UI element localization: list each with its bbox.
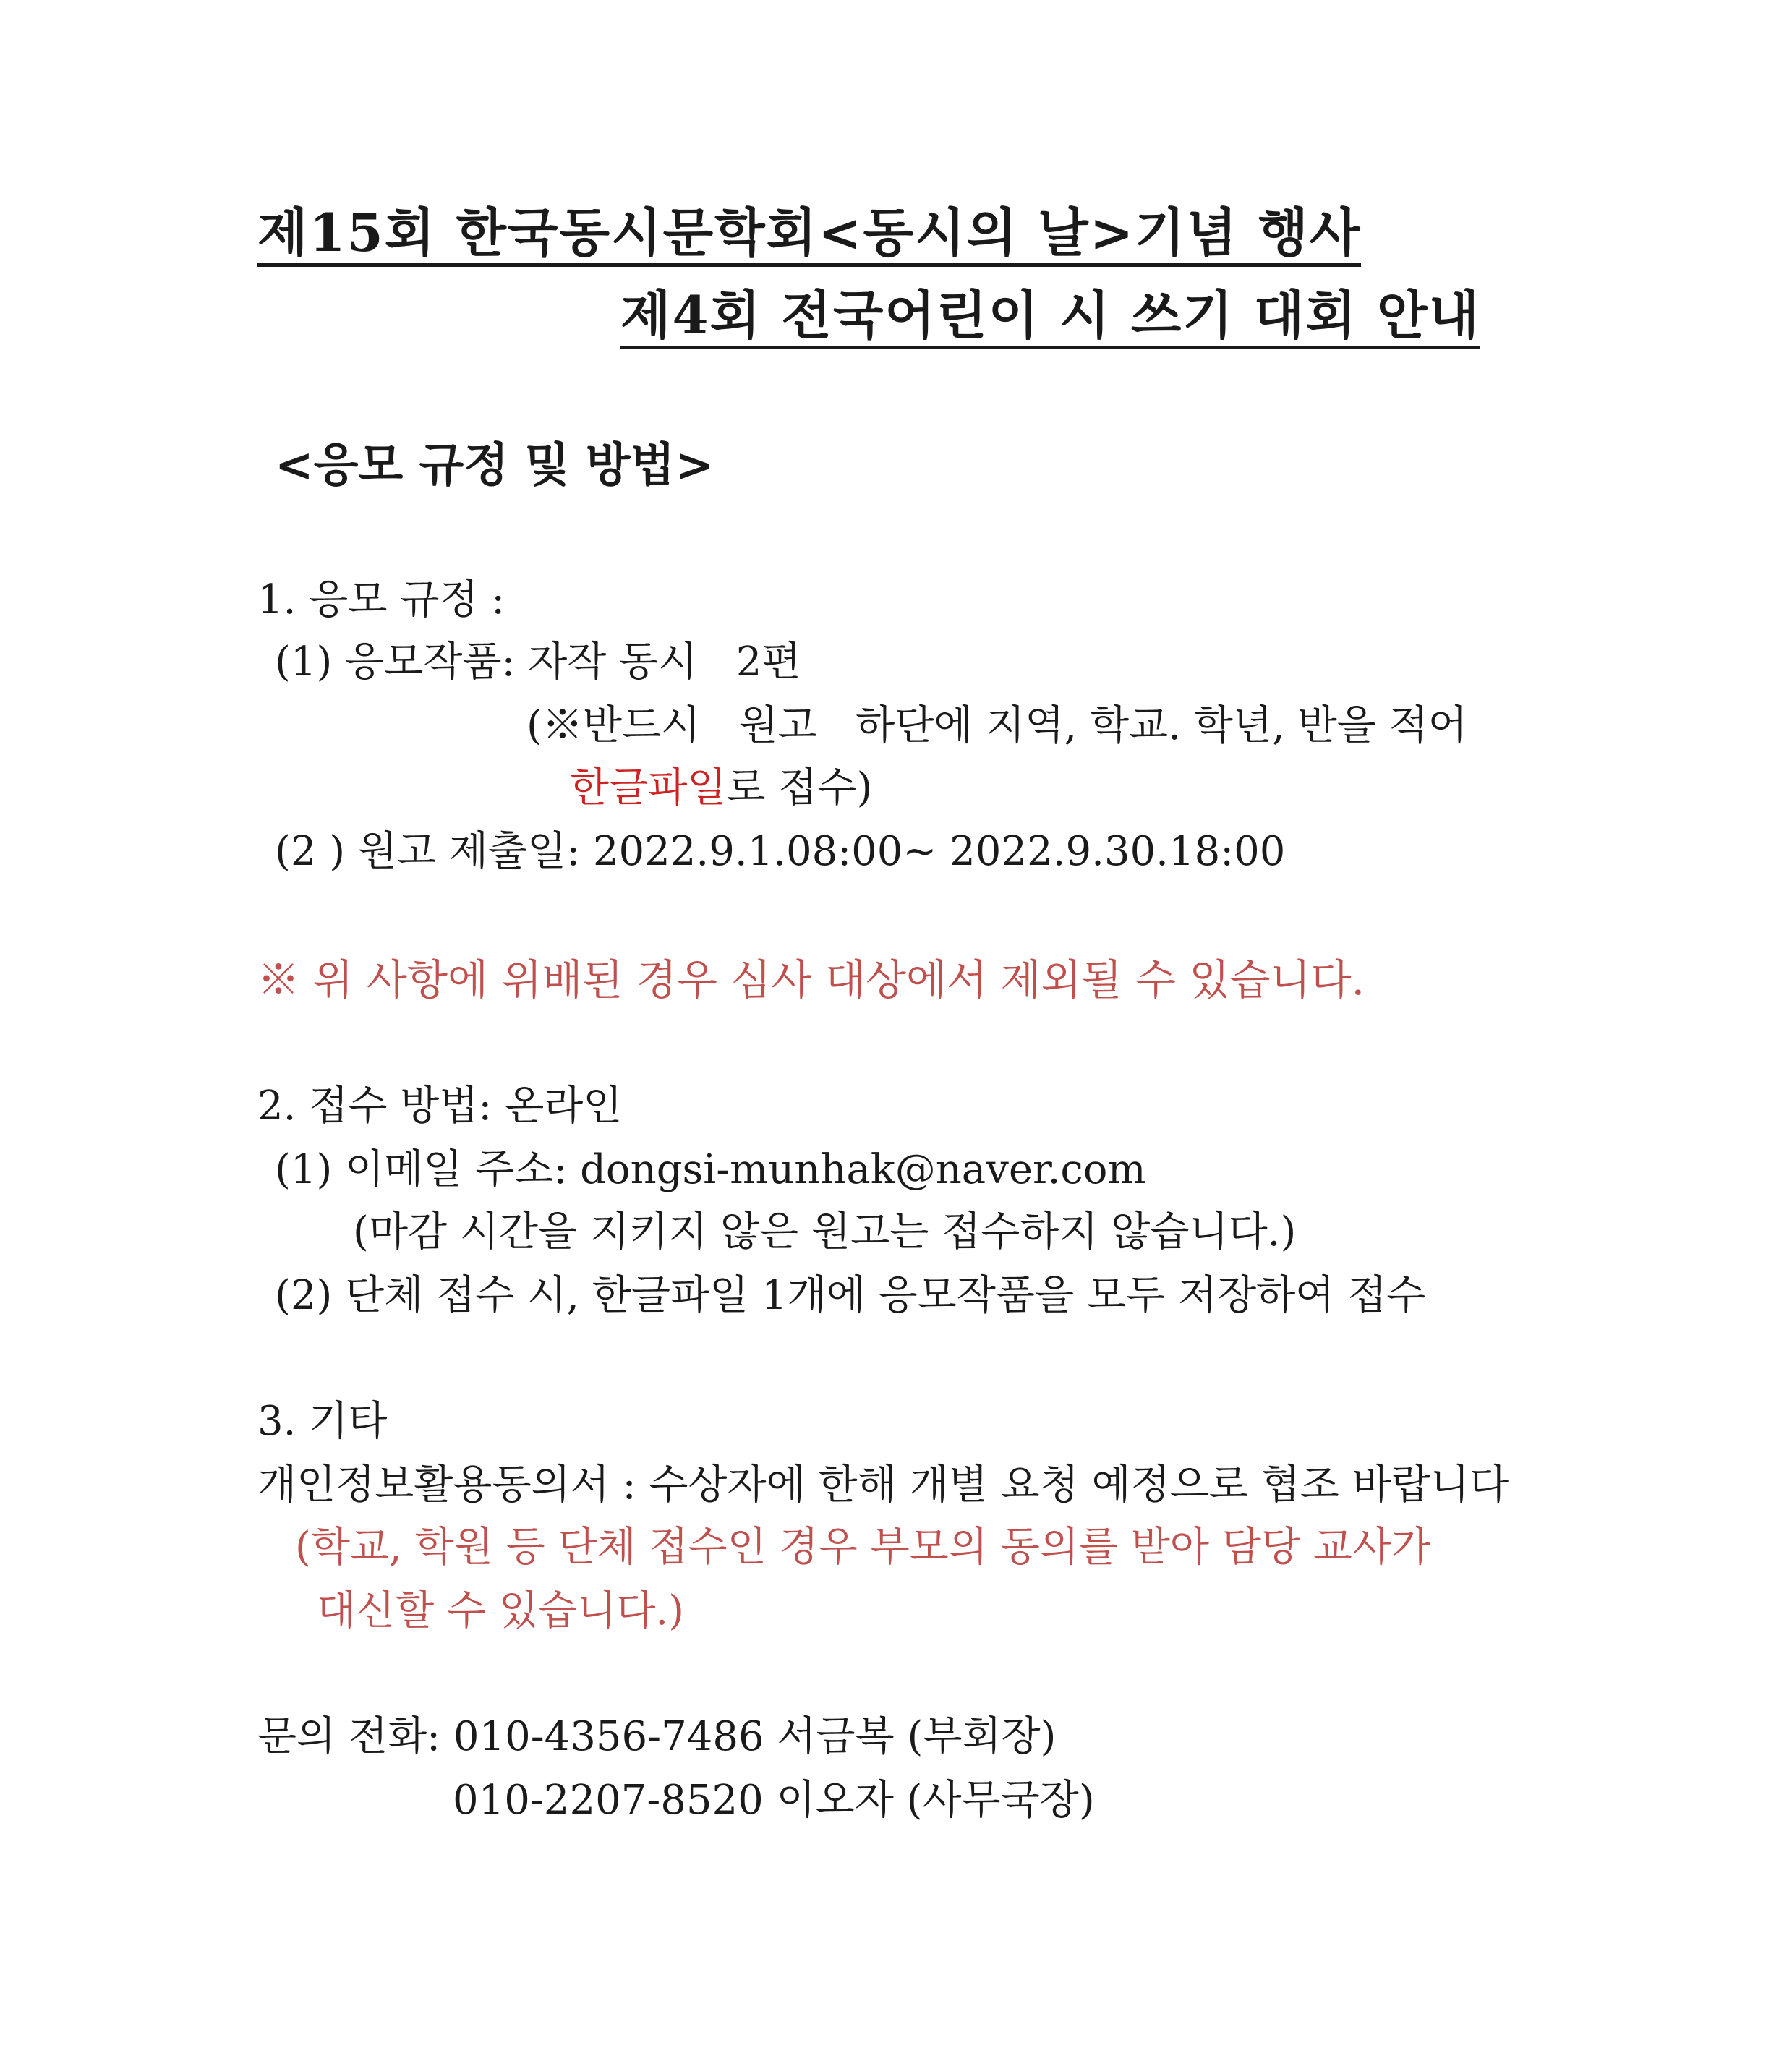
submission-period-item: (2 ) 원고 제출일: 2022.9.1.08:00~ 2022.9.30.18:00 bbox=[275, 828, 1286, 875]
entry-note-line-2-rest: 로 접수) bbox=[726, 764, 873, 811]
contact-line-1: 문의 전화: 010-4356-7486 서금복 (부회장) bbox=[257, 1713, 1057, 1760]
section-1-heading: 1. 응모 규정 : bbox=[257, 576, 505, 623]
entry-note-line-1: (※반드시 원고 하단에 지역, 학교. 학년, 반을 적어 bbox=[526, 702, 1467, 749]
deadline-note: (마감 시간을 지키지 않은 원고는 접수하지 않습니다.) bbox=[353, 1208, 1297, 1255]
entry-works-item: (1) 응모작품: 자작 동시 2편 bbox=[275, 639, 801, 686]
warning-line bbox=[257, 955, 1365, 1004]
hangul-file-highlight: 한글파일 bbox=[570, 764, 727, 811]
consent-note-line-2: 대신할 수 있습니다.) bbox=[317, 1587, 685, 1634]
warning-text: 위 사항에 위배된 경우 심사 대상에서 제외될 수 있습니다. bbox=[312, 955, 1365, 1004]
privacy-consent-line: 개인정보활용동의서 : 수상자에 한해 개별 요청 예정으로 협조 바랍니다 bbox=[257, 1462, 1509, 1509]
group-submission-item: (2) 단체 접수 시, 한글파일 1개에 응모작품을 모두 저장하여 접수 bbox=[275, 1272, 1426, 1319]
warning-mark: ※ bbox=[257, 955, 300, 1004]
contact-line-2: 010-2207-8520 이오자 (사무국장) bbox=[453, 1777, 1095, 1824]
title-line-1: 제15회 한국동시문학회<동시의 날>기념 행사 bbox=[257, 207, 1361, 267]
section-3-heading: 3. 기타 bbox=[257, 1398, 388, 1445]
section-2-heading: 2. 접수 방법: 온라인 bbox=[257, 1083, 623, 1130]
entry-note-line-2 bbox=[570, 764, 873, 811]
email-item: (1) 이메일 주소: dongsi-munhak@naver.com bbox=[275, 1146, 1146, 1193]
section-heading: <응모 규정 및 방법> bbox=[275, 438, 714, 492]
consent-note-line-1: (학교, 학원 등 단체 접수인 경우 부모의 동의를 받아 담당 교사가 bbox=[295, 1524, 1431, 1571]
title-line-2: 제4회 전국어린이 시 쓰기 대회 안내 bbox=[620, 289, 1480, 349]
